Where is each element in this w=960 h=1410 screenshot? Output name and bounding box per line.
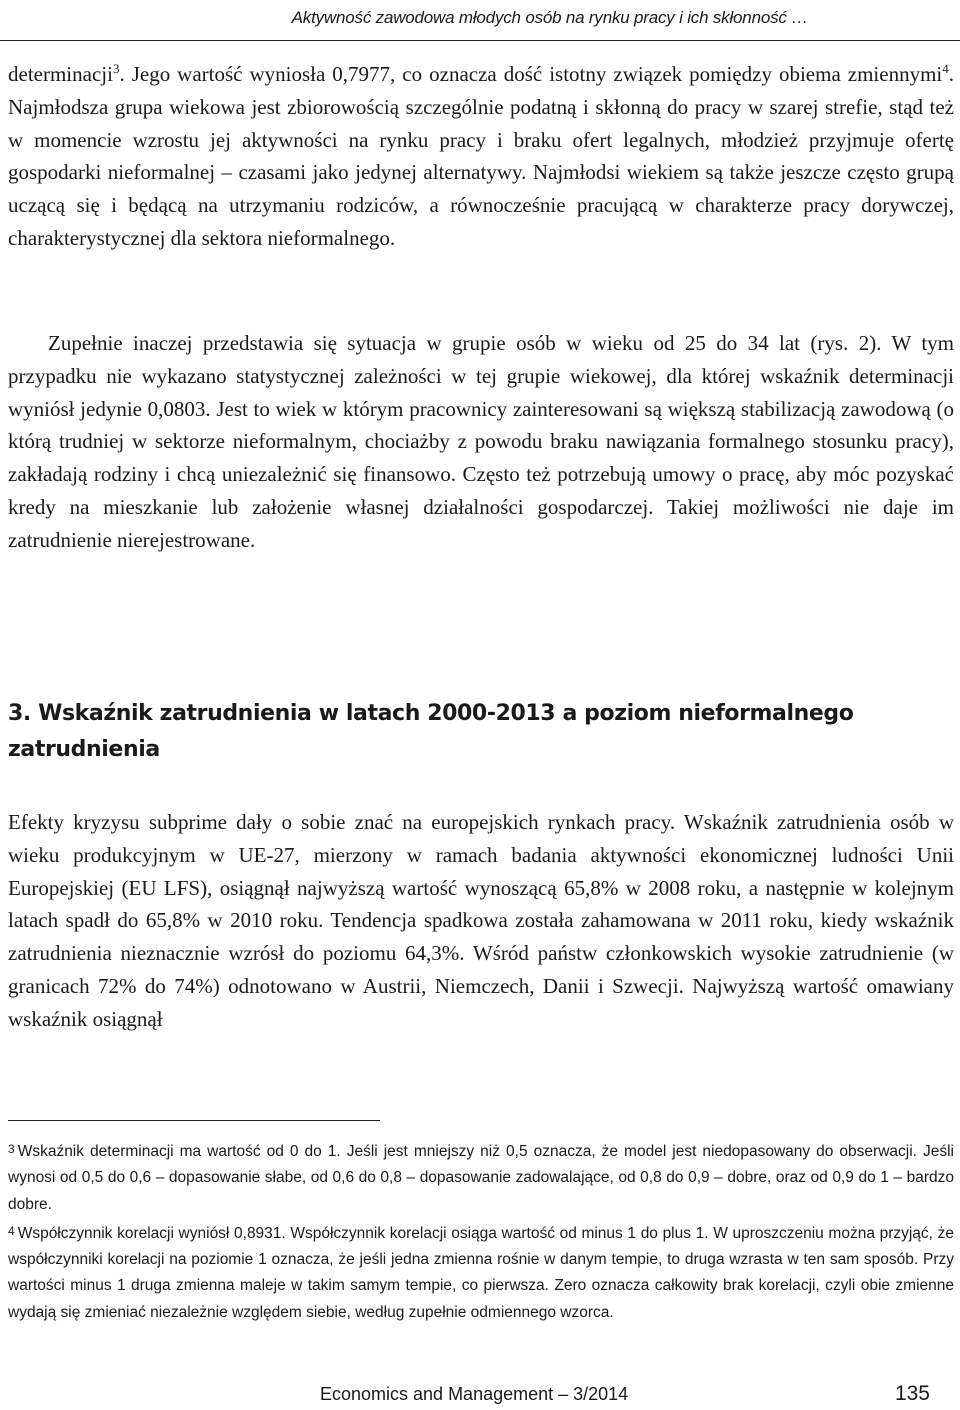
paragraph-1-text-start: determinacji <box>8 62 113 86</box>
footnote-4-text: Współczynnik korelacji wyniósł 0,8931. Współczynnik korelacji osiąga wartość od minus 1 do plus 1. W uproszczeniu można przyjąć, że współczynniki korelacji na poziomie 1 oznacza, że jeśli jedna zmienna rośnie w danym tempie, to druga wzrasta w ten sam sposób. Przy wartości minus 1 druga zmienna maleje w takim samym tempie, co pierwsza. Zero oznacza całkowity brak korelacji, czyli obie zmienne wydają się zmieniać niezależnie względem siebie, według zupełnie odmiennego wzorca. <box>8 1224 954 1321</box>
paragraph-1-text-end: . Najmłodsza grupa wiekowa jest zbiorowością szczególnie podatną i skłonną do pracy w szarej strefie, stąd też w momencie wzrostu jej aktywności na rynku pracy i braku ofert legalnych, młodzież przyjmuje ofertę gospodarki nieformalnej – czasami jako jedynej alternatywy. Najmłodsi wiekiem są także jeszcze często grupą uczącą się i będącą na utrzymaniu rodziców, a równocześnie pracującą w charakterze pracy dorywczej, charakterystycznej dla sektora nieformalnego. <box>8 62 954 250</box>
footnote-ref-3[interactable]: 3 <box>112 61 120 76</box>
paragraph-1-text-middle: . Jego wartość wyniosła 0,7977, co oznacza dość istotny związek pomiędzy obiema zmiennymi <box>119 62 943 86</box>
running-header <box>0 0 960 41</box>
page-number: 135 <box>894 1382 930 1405</box>
body-paragraph-2: Zupełnie inaczej przedstawia się sytuacja w grupie osób w wieku od 25 do 34 lat (rys. 2). W tym przypadku nie wykazano statystycznej zależności w tej grupie wiekowej, dla której wskaźnik determinacji wyniósł jedynie 0,0803. Jest to wiek w którym pracownicy zainteresowani są większą stabilizacją zawodową (o którą trudniej w sektorze nieformalnym, chociażby z powodu braku nawiązania formalnego stosunku pracy), zakładają rodziny i chcą uniezależnić się finansowo. Często też potrzebują umowy o pracę, aby móc pozyskać kredy na mieszkanie lub założenie własnej działalności gospodarczej. Takiej możliwości nie daje im zatrudnienie nierejestrowane. <box>8 331 954 552</box>
footnote-4 <box>8 1218 954 1326</box>
footnotes <box>8 1136 954 1326</box>
footnote-divider <box>8 1120 380 1121</box>
body-paragraph-3: Efekty kryzysu subprime dały o sobie znać na europejskich rynkach pracy. Wskaźnik zatrudnienia osób w wieku produkcyjnym w UE-27, mierzony w ramach badania aktywności ekonomicznej ludności Unii Europejskiej (EU LFS), osiągnął najwyższą wartość wynoszącą 65,8% w 2008 roku, a następnie w kolejnym latach spadł do 65,8% w 2010 roku. Tendencja spadkowa została zahamowana w 2011 roku, kiedy wskaźnik zatrudnienia nieznacznie wzrósł do poziomu 64,3%. Wśród państw członkowskich wysokie zatrudnienie (w granicach 72% do 74%) odnotowano w Austrii, Niemczech, Danii i Szwecji. Najwyższą wartość omawiany wskaźnik osiągnął <box>8 810 954 1031</box>
body-paragraph-1 <box>8 58 954 255</box>
footnote-3-mark: 3 <box>8 1142 15 1156</box>
footnote-ref-4[interactable]: 4 <box>942 61 949 76</box>
page-footer <box>0 1382 960 1408</box>
running-title: Aktywność zawodowa młodych osób na rynku pracy i ich skłonność … <box>291 8 808 27</box>
footnote-3 <box>8 1136 954 1218</box>
journal-citation: Economics and Management – 3/2014 <box>320 1384 629 1404</box>
footnote-3-text: Wskaźnik determinacji ma wartość od 0 do 1. Jeśli jest mniejszy niż 0,5 oznacza, że model jest niedopasowany do obserwacji. Jeśli wynosi od 0,5 do 0,6 – dopasowanie słabe, od 0,6 do 0,8 – dopasowanie zadowalające, od 0,8 do 0,9 – dobre, oraz od 0,9 do 1 – bardzo dobre. <box>8 1143 954 1213</box>
footnote-4-mark: 4 <box>8 1223 15 1238</box>
section-heading: 3. Wskaźnik zatrudnienia w latach 2000-2013 a poziom nieformalnego zatrudnienia <box>8 701 854 762</box>
